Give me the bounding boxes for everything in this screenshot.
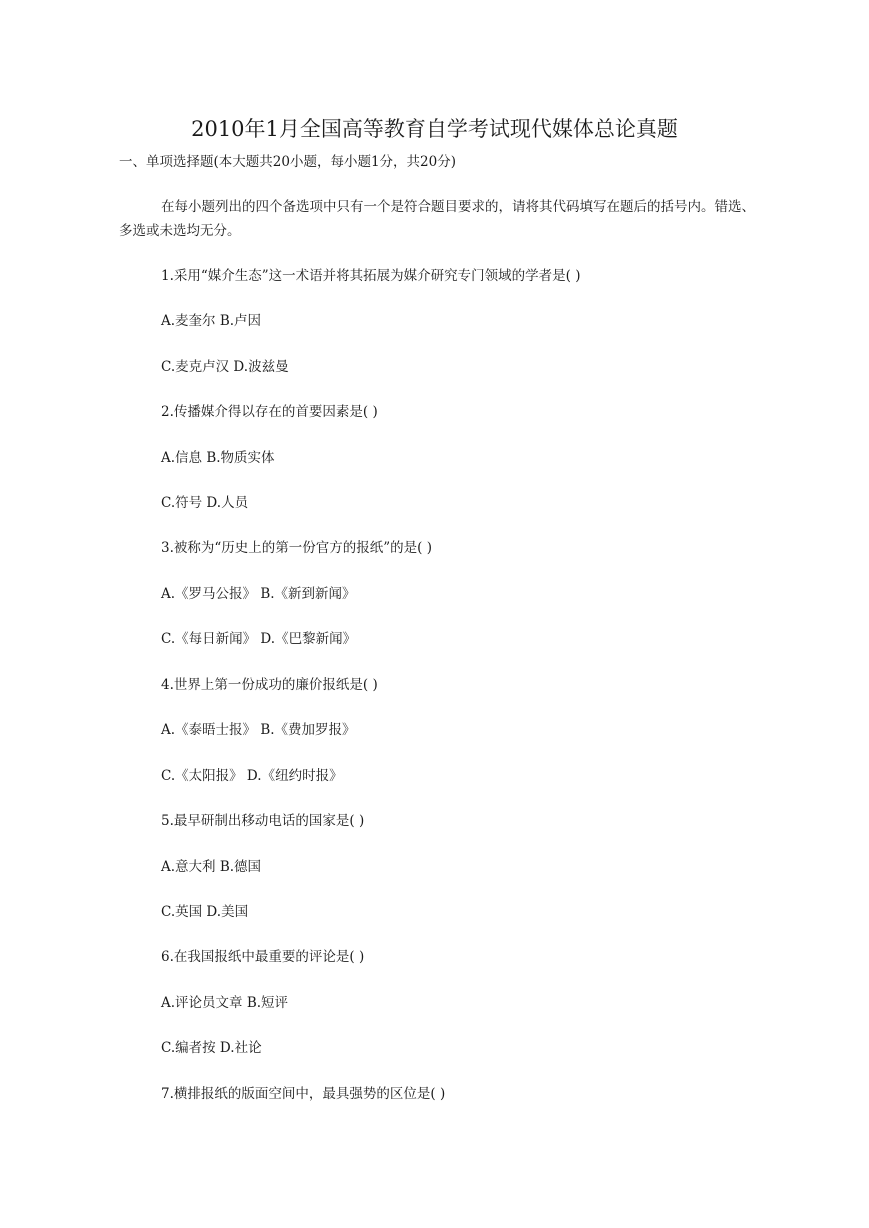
instructions-paragraph: 在每小题列出的四个备选项中只有一个是符合题目要求的，请将其代码填写在题后的括号内。错选、多选或未选均无分。 — [119, 199, 755, 239]
question-1-options-ab: A.麦奎尔 B.卢因 — [161, 313, 262, 329]
question-6-options-ab: A.评论员文章 B.短评 — [161, 995, 289, 1011]
question-4: 4.世界上第一份成功的廉价报纸是( ) — [161, 677, 378, 693]
question-5: 5.最早研制出移动电话的国家是( ) — [161, 813, 365, 829]
question-6: 6.在我国报纸中最重要的评论是( ) — [161, 949, 365, 965]
question-3-options-cd: C.《每日新闻》 D.《巴黎新闻》 — [161, 631, 357, 647]
question-2-options-ab: A.信息 B.物质实体 — [161, 450, 275, 466]
question-3: 3.被称为“历史上的第一份官方的报纸”的是( ) — [161, 540, 433, 556]
question-5-options-cd: C.英国 D.美国 — [161, 904, 249, 920]
question-5-options-ab: A.意大利 B.德国 — [161, 859, 262, 875]
question-4-options-cd: C.《太阳报》 D.《纽约时报》 — [161, 768, 343, 784]
question-7: 7.横排报纸的版面空间中，最具强势的区位是( ) — [161, 1086, 446, 1102]
question-1: 1.采用“媒介生态”这一术语并将其拓展为媒介研究专门领域的学者是( ) — [161, 268, 581, 284]
question-2: 2.传播媒介得以存在的首要因素是( ) — [161, 404, 378, 420]
question-1-options-cd: C.麦克卢汉 D.波兹曼 — [161, 359, 289, 375]
section-heading: 一、单项选择题(本大题共20小题，每小题1分，共20分) — [119, 154, 456, 170]
question-6-options-cd: C.编者按 D.社论 — [161, 1040, 262, 1056]
question-3-options-ab: A.《罗马公报》 B.《新到新闻》 — [161, 586, 356, 602]
question-4-options-ab: A.《泰晤士报》 B.《费加罗报》 — [161, 722, 356, 738]
question-2-options-cd: C.符号 D.人员 — [161, 495, 249, 511]
document-title: 2010年1月全国高等教育自学考试现代媒体总论真题 — [191, 117, 678, 141]
